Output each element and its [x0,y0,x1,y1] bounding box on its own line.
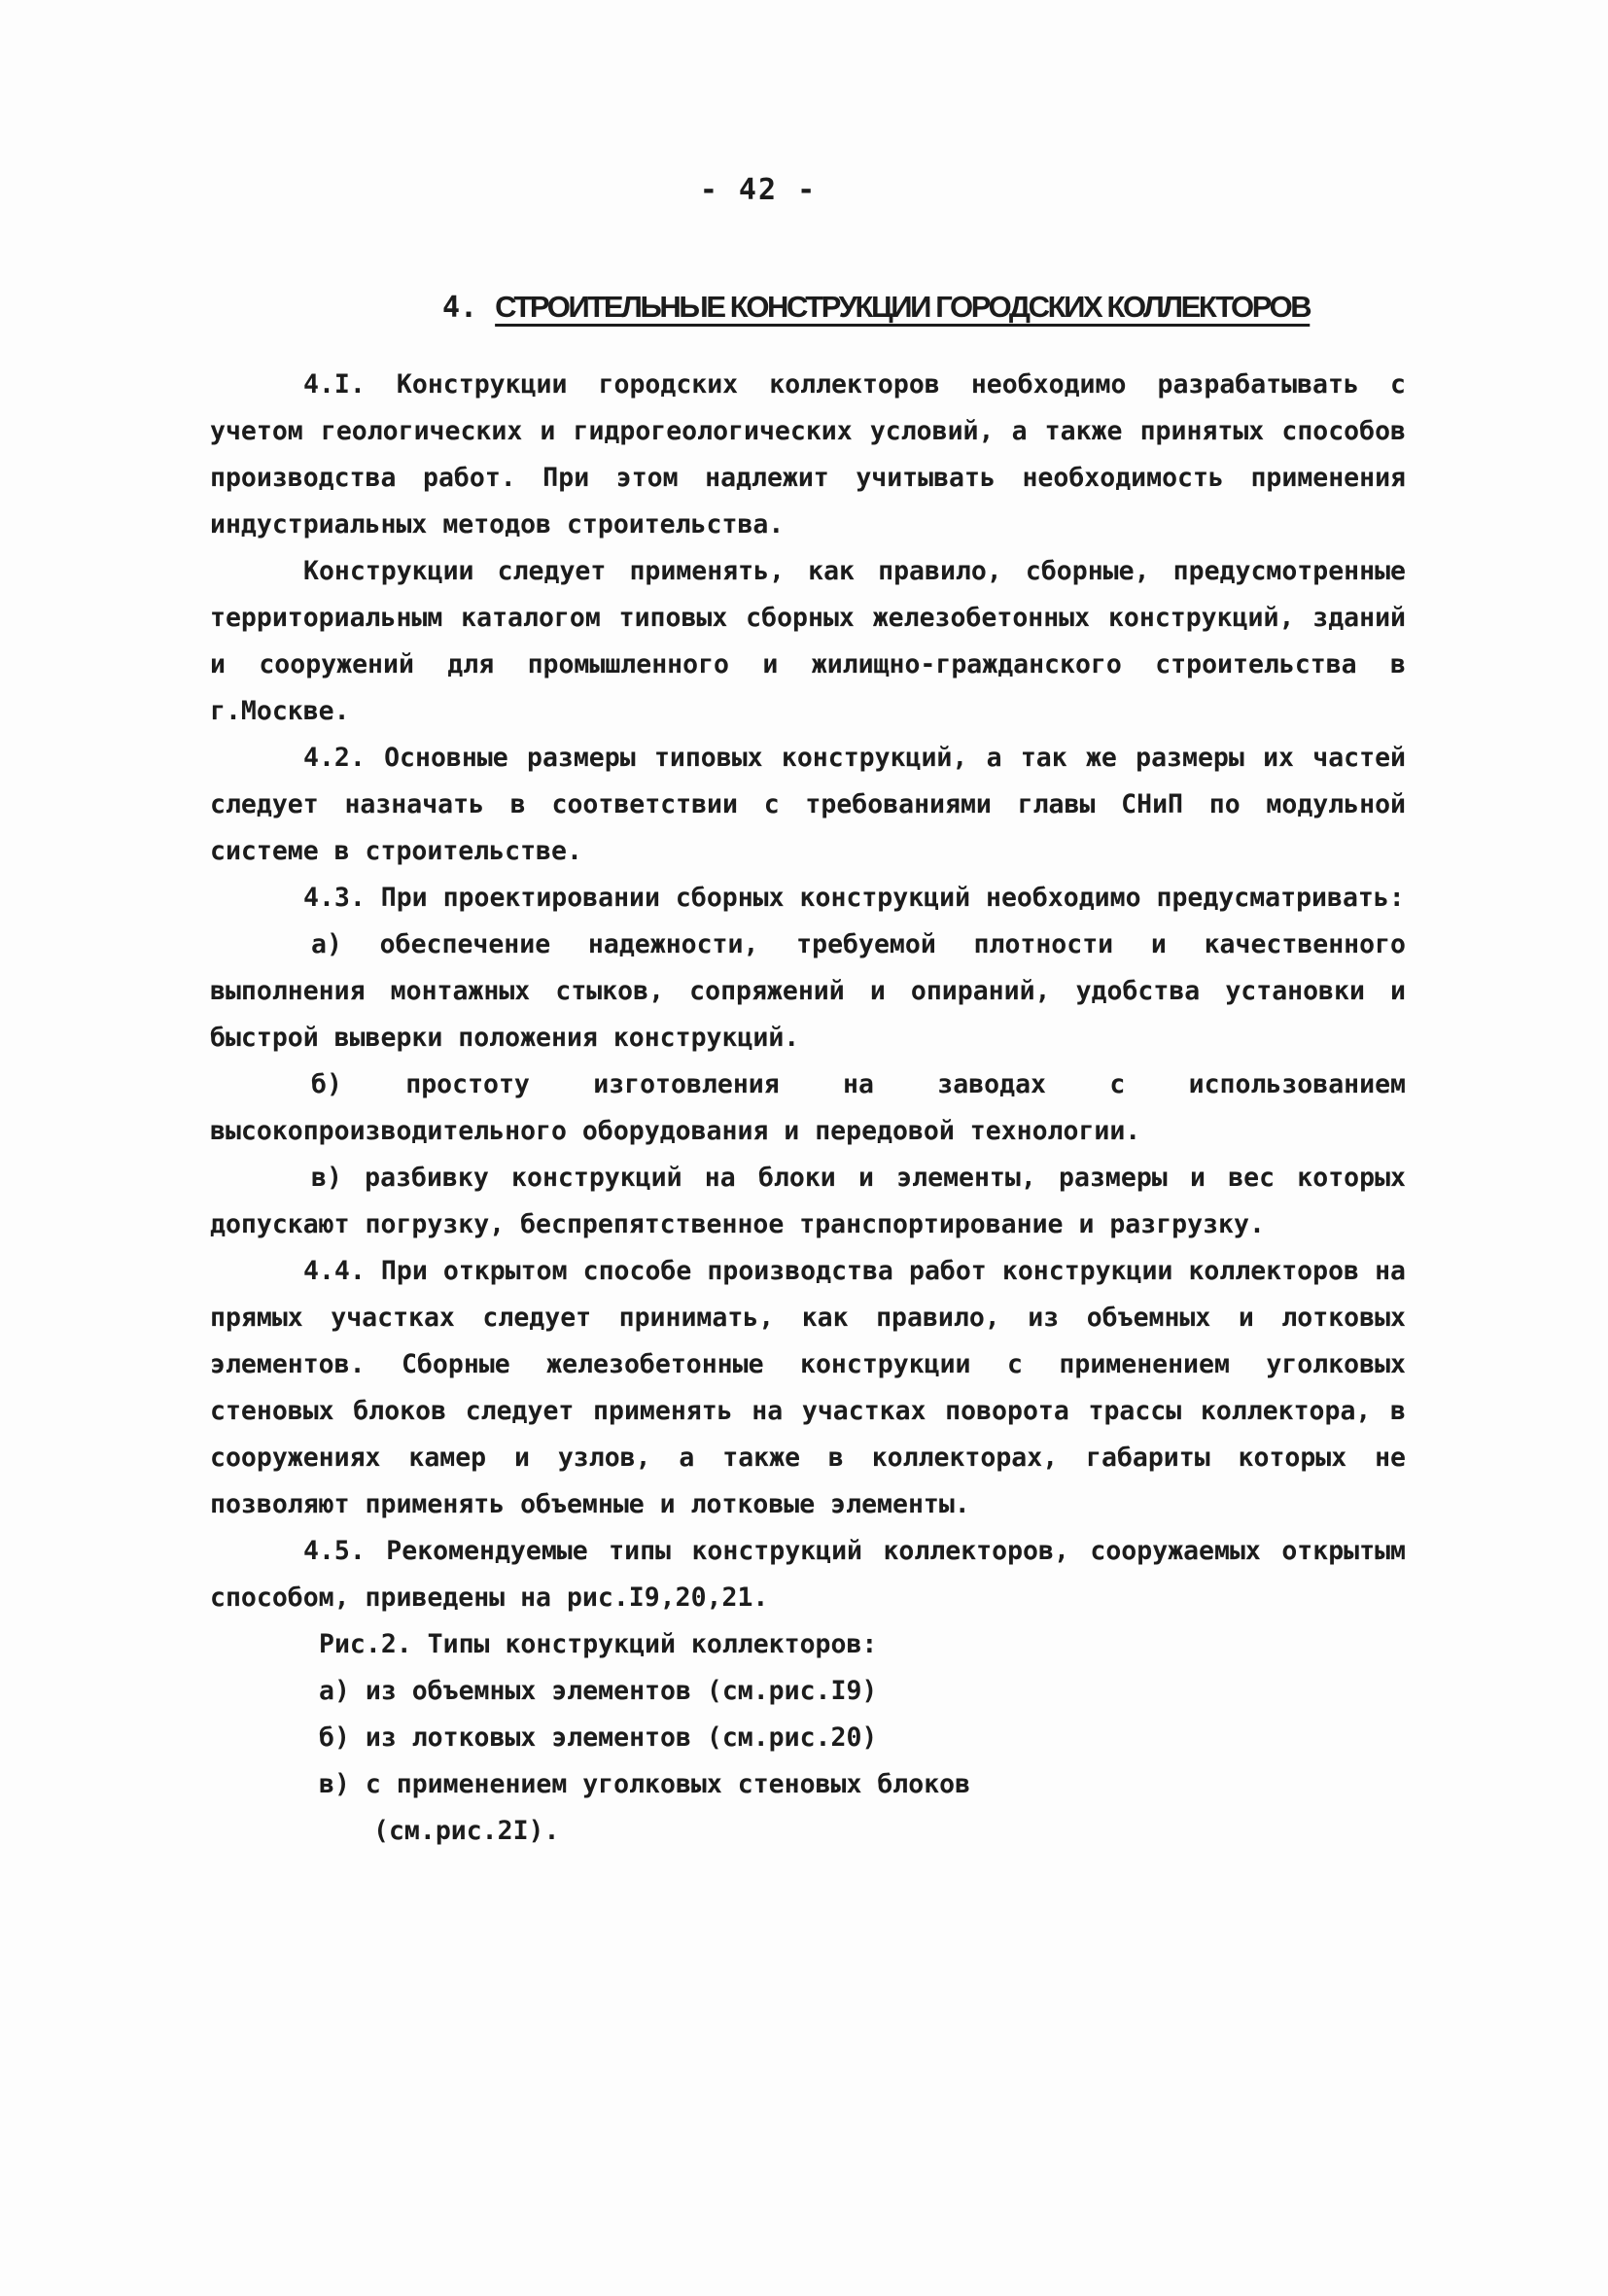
figure-list-item-continuation: (см.рис.2I). [373,1816,560,1846]
section-number: 4. [442,291,478,325]
paragraph-4-3-c: в) разбивку конструкций на блоки и элементы, размеры и вес которых допускают погрузку, беспрепятственное транспортирование и разгрузку. [210,1163,1406,1239]
figure-caption: Рис.2. Типы конструкций коллекторов: [319,1629,878,1659]
document-body [210,362,1406,1855]
paragraph-4-5: 4.5. Рекомендуемые типы конструкций коллекторов, сооружаемых открытым способом, приведены на рис.I9,20,21. [210,1536,1406,1613]
paragraph-4-3-b: б) простоту изготовления на заводах с использованием высокопроизводительного оборудования и передовой технологии. [210,1069,1406,1146]
figure-list-item: а) из объемных элементов (см.рис.I9) [319,1676,878,1706]
figure-type-list [210,1621,1406,1855]
paragraph-4-3-a: а) обеспечение надежности, требуемой плотности и качественного выполнения монтажных стыков, сопряжений и опираний, удобства установки и быстрой выверки положения конструкций. [210,929,1406,1053]
paragraph-4-2: 4.2. Основные размеры типовых конструкций, а так же размеры их частей следует назначать в соответствии с требованиями главы СНиП по модульной системе в строительстве. [210,743,1406,866]
section-title: СТРОИТЕЛЬНЫЕ КОНСТРУКЦИИ ГОРОДСКИХ КОЛЛЕКТОРОВ [495,290,1311,324]
figure-list-item: в) с применением уголковых стеновых блоков [319,1769,971,1799]
figure-list-item: б) из лотковых элементов (см.рис.20) [319,1722,878,1753]
paragraph-4-3: 4.3. При проектировании сборных конструкций необходимо предусматривать: [303,883,1405,913]
section-heading [442,290,1310,325]
paragraph-4-1: 4.I. Конструкции городских коллекторов необходимо разрабатывать с учетом геологических и гидрогеологических условий, а также принятых способов производства работ. При этом надлежит учитывать необходимость применения индустриальных методов строительства. [210,369,1406,539]
page-number: - 42 - [699,173,818,207]
paragraph-4-1-continued: Конструкции следует применять, как правило, сборные, предусмотренные территориальным каталогом типовых сборных железобетонных конструкций, зданий и сооружений для промышленного и жилищно-гражданского строительства в г.Москве. [210,556,1406,726]
paragraph-4-4: 4.4. При открытом способе производства работ конструкции коллекторов на прямых участках следует принимать, как правило, из объемных и лотковых элементов. Сборные железобетонные конструкции с применением уголковых стеновых блоков следует применять на участках поворота трассы коллектора, в сооружениях камер и узлов, а также в коллекторах, габариты которых не позволяют применять объемные и лотковые элементы. [210,1256,1406,1519]
